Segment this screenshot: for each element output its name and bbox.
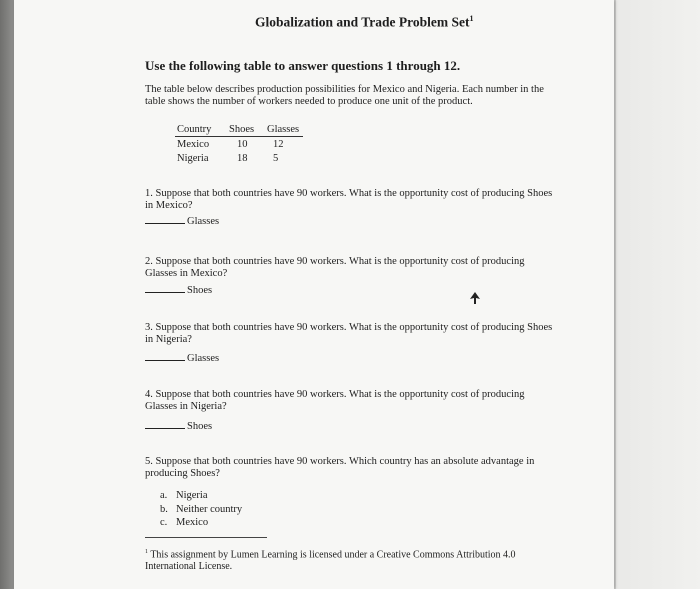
answer-line-3[interactable]: Glasses [145,353,219,364]
table-row [175,151,303,165]
column-header: Shoes [227,124,265,137]
answer-blank[interactable] [145,292,185,293]
answer-blank[interactable] [145,428,185,429]
question-4: 4. Suppose that both countries have 90 workers. What is the opportunity cost of producing Glasses in Nigeria? [145,389,525,412]
table-cell: 12 [273,139,284,150]
section-heading: Use the following table to answer questions 1 through 12. [145,58,461,73]
answer-blank[interactable] [145,360,185,361]
answer-blank[interactable] [145,223,185,224]
column-header: Country [175,124,227,137]
footnote: $^1$ This assignment by Lumen Learning is licensed under a Creative Commons Attribution 4.0 International License. [145,549,516,573]
question-2: 2. Suppose that both countries have 90 workers. What is the opportunity cost of producing Glasses in Mexico? [145,256,525,279]
answer-line-4[interactable]: Shoes [145,421,212,432]
production-table [175,124,303,165]
question-5: 5. Suppose that both countries have 90 workers. Which country has an absolute advantage in producing Shoes? [145,456,535,479]
next-page-edge [612,0,700,589]
page-title: Globalization and Trade Problem Set$^1$ [255,14,474,30]
column-header: Glasses [265,124,303,137]
table-cell: Mexico [177,139,210,150]
intro-paragraph: The table below describes production possibilities for Mexico and Nigeria. Each number in the table shows the number of workers needed to produce one unit of the product. [145,84,544,107]
table-cell: Nigeria [177,153,209,164]
answer-line-2[interactable]: Shoes [145,285,212,296]
mouse-cursor-icon [470,292,480,304]
footnote-divider [145,537,267,538]
option-a[interactable]: a. Nigeria [160,490,208,501]
table-header-row [175,124,303,137]
question-3: 3. Suppose that both countries have 90 workers. What is the opportunity cost of producing Shoes in Nigeria? [145,322,553,345]
answer-line-1[interactable]: Glasses [145,216,219,227]
table-row [175,137,303,152]
question-1: 1. Suppose that both countries have 90 workers. What is the opportunity cost of producing Shoes in Mexico? [145,188,553,211]
page-fold [614,0,616,589]
table-cell: 5 [273,153,279,164]
option-b[interactable]: b. Neither country [160,503,243,515]
table-cell: 10 [237,139,248,150]
option-c[interactable]: c. Mexico [160,517,209,528]
table-cell: 18 [237,153,248,164]
answer-options [160,489,242,530]
